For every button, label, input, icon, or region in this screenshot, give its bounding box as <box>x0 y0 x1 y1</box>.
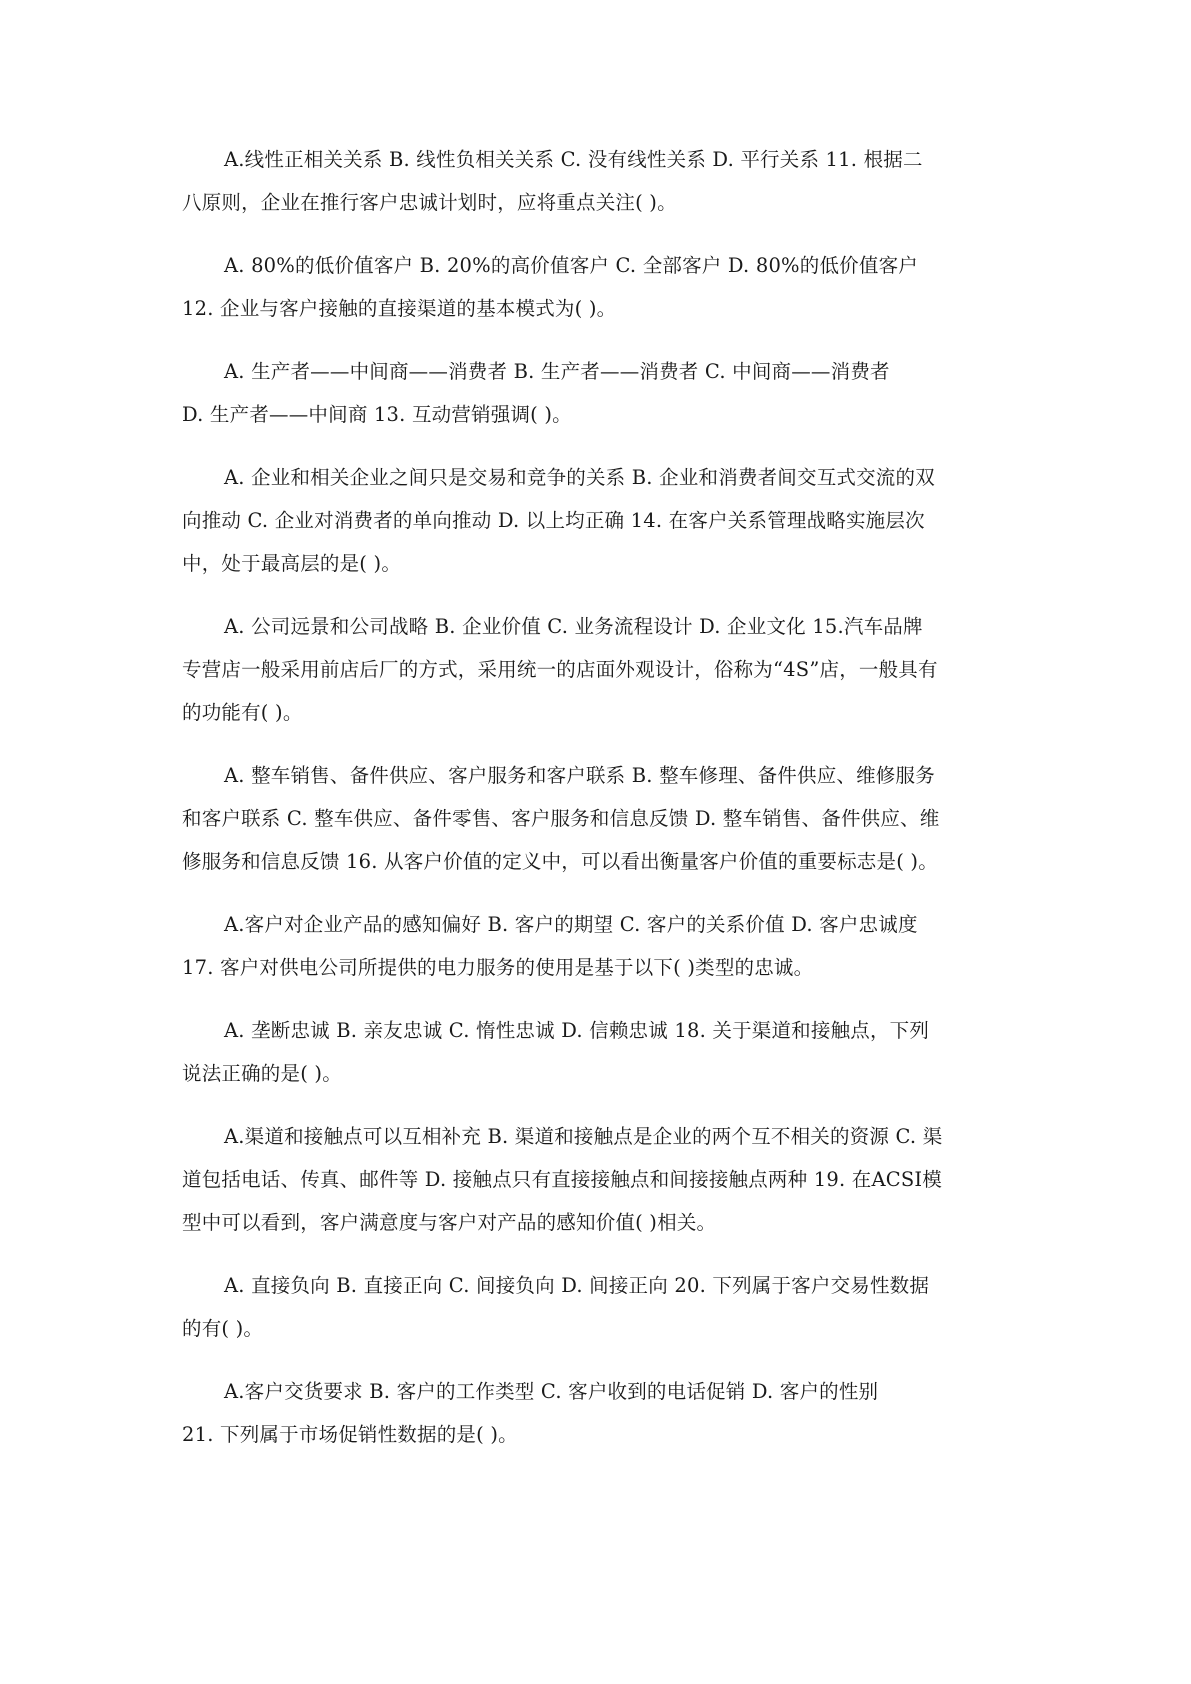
text-line: A. 垄断忠诚 B. 亲友忠诚 C. 惰性忠诚 D. 信赖忠诚 18. 关于渠道和接触点，下列 <box>224 1019 930 1042</box>
text-line: 型中可以看到，客户满意度与客户对产品的感知价值( )相关。 <box>182 1211 717 1234</box>
text-line: A.客户交货要求 B. 客户的工作类型 C. 客户收到的电话促销 D. 客户的性别 <box>224 1380 879 1403</box>
text-line: 中，处于最高层的是( )。 <box>182 552 402 575</box>
text-line: A.渠道和接触点可以互相补充 B. 渠道和接触点是企业的两个互不相关的资源 C. 渠 <box>224 1125 943 1148</box>
text-line: 和客户联系 C. 整车供应、备件零售、客户服务和信息反馈 D. 整车销售、备件供应、维 <box>182 807 940 830</box>
text-line: 向推动 C. 企业对消费者的单向推动 D. 以上均正确 14. 在客户关系管理战略实施层次 <box>182 509 925 532</box>
text-line: A. 生产者——中间商——消费者 B. 生产者——消费者 C. 中间商——消费者 <box>224 360 890 383</box>
text-line: 说法正确的是( )。 <box>182 1062 342 1085</box>
text-line: A. 80%的低价值客户 B. 20%的高价值客户 C. 全部客户 D. 80%的低价值客户 <box>224 254 918 277</box>
text-line: 修服务和信息反馈 16. 从客户价值的定义中，可以看出衡量客户价值的重要标志是( )。 <box>182 850 938 873</box>
text-line: A.客户对企业产品的感知偏好 B. 客户的期望 C. 客户的关系价值 D. 客户忠诚度 <box>224 913 918 936</box>
text-line: A. 公司远景和公司战略 B. 企业价值 C. 业务流程设计 D. 企业文化 15.汽车品牌 <box>224 615 923 638</box>
text-line: A. 企业和相关企业之间只是交易和竞争的关系 B. 企业和消费者间交互式交流的双 <box>224 466 935 489</box>
text-line: 21. 下列属于市场促销性数据的是( )。 <box>182 1423 518 1446</box>
text-line: 的有( )。 <box>182 1317 264 1340</box>
text-line: 八原则，企业在推行客户忠诚计划时，应将重点关注( )。 <box>182 191 677 214</box>
text-line: 17. 客户对供电公司所提供的电力服务的使用是基于以下( )类型的忠诚。 <box>182 956 814 979</box>
text-line: A. 整车销售、备件供应、客户服务和客户联系 B. 整车修理、备件供应、维修服务 <box>224 764 935 787</box>
text-line: 12. 企业与客户接触的直接渠道的基本模式为( )。 <box>182 297 617 320</box>
text-line: 的功能有( )。 <box>182 701 303 724</box>
text-line: A. 直接负向 B. 直接正向 C. 间接负向 D. 间接正向 20. 下列属于客户交易性数据 <box>224 1274 930 1297</box>
text-line: 道包括电话、传真、邮件等 D. 接触点只有直接接触点和间接接触点两种 19. 在ACSI模 <box>182 1168 943 1191</box>
text-line: A.线性正相关关系 B. 线性负相关关系 C. 没有线性关系 D. 平行关系 11. 根据二 <box>224 148 923 171</box>
text-line: D. 生产者——中间商 13. 互动营销强调( )。 <box>182 403 572 426</box>
text-line: 专营店一般采用前店后厂的方式，采用统一的店面外观设计，俗称为“4S”店，一般具有 <box>182 658 938 681</box>
